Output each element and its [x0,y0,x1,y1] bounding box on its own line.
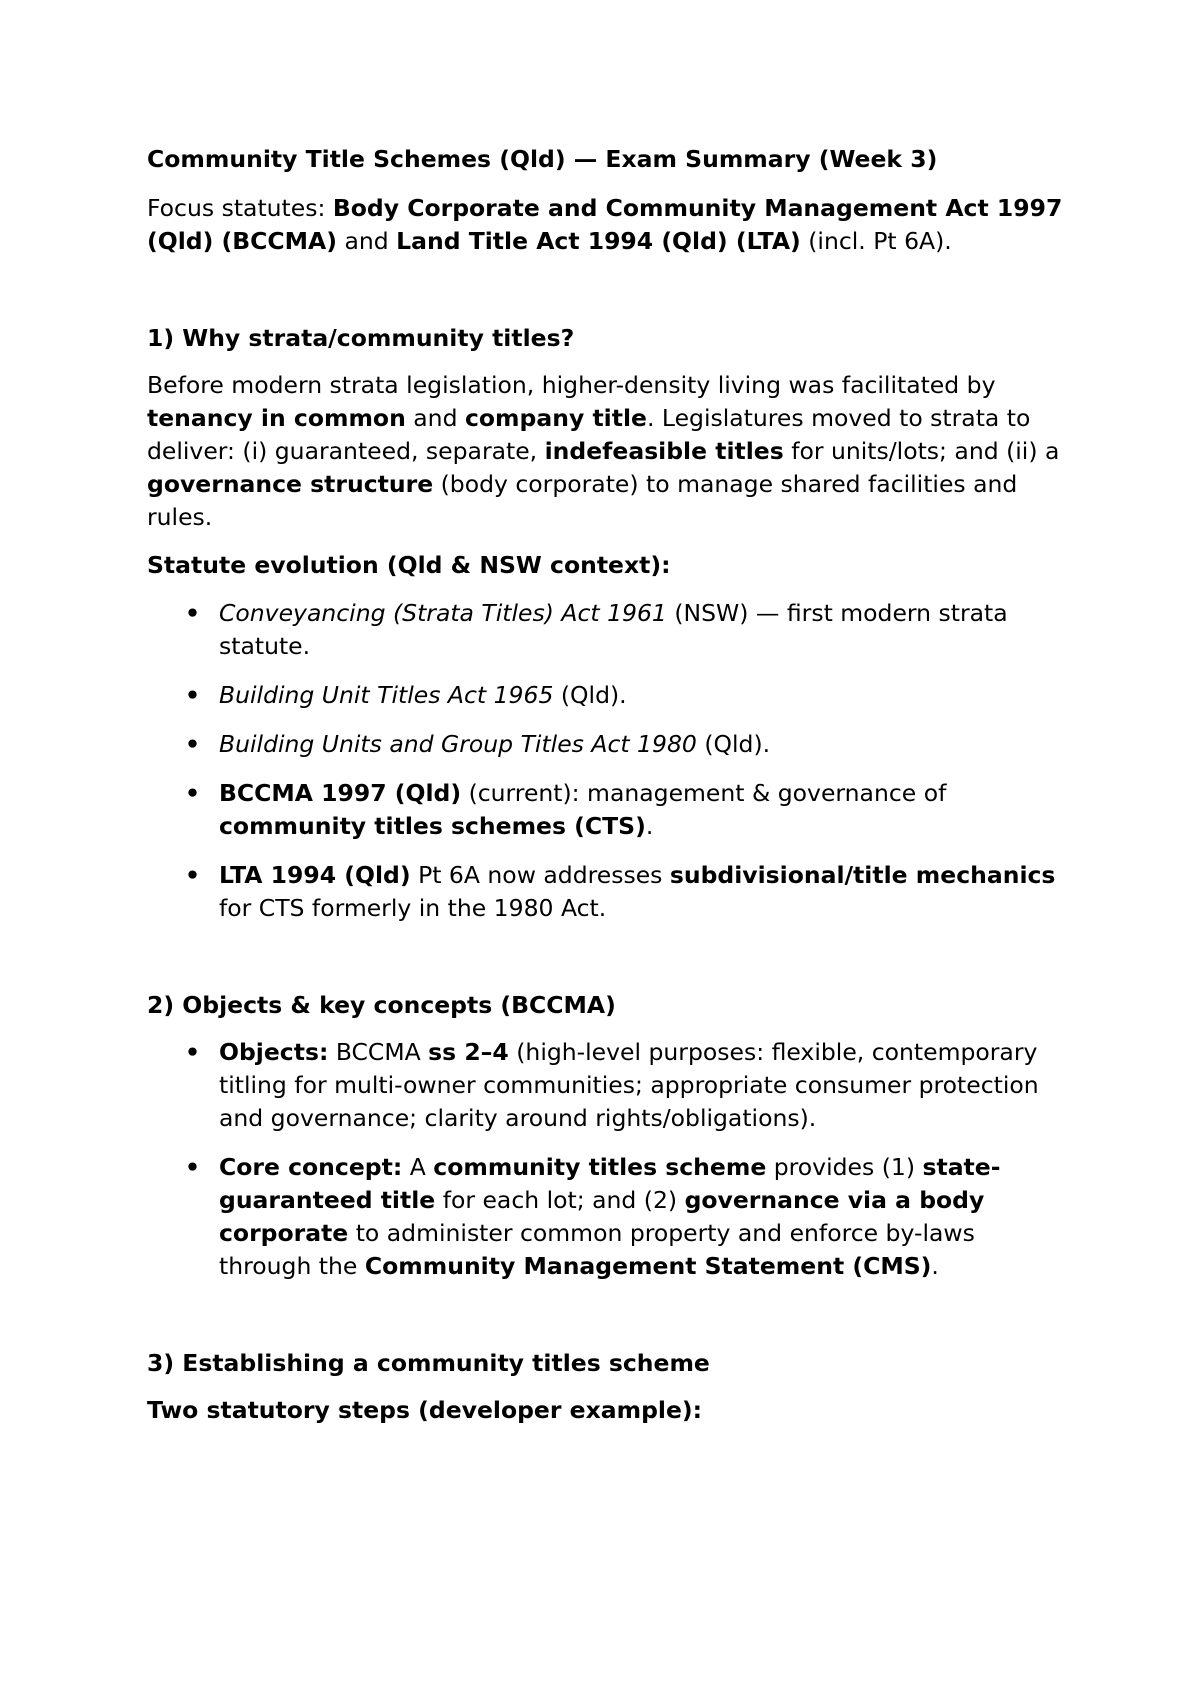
list-item-text: . [645,812,654,840]
list-item-text: A [402,1153,434,1181]
para-text: . Legislatures moved to strata to deliver: (i) guaranteed, separate, [147,404,1031,465]
para-bold-term: company title [464,404,647,432]
section-3-heading-text: 3) Establishing a community titles scheme [147,1349,710,1377]
list-item-bold: BCCMA 1997 (Qld) [219,779,462,807]
focus-statutes [147,192,1067,258]
list-item-bold: Community Management Statement (CMS) [364,1252,932,1280]
list-item-text: (NSW) — first modern strata statute. [219,599,1008,660]
document-title [147,143,1067,176]
list-item-bold: community titles schemes (CTS) [219,812,646,840]
two-steps-subheading-text: Two statutory steps (developer example): [147,1396,703,1424]
list-item [147,679,1067,712]
section-1-paragraph [147,369,1067,534]
para-bold-term: indefeasible titles [544,437,784,465]
list-item-bold: state-guaranteed title [219,1153,1001,1214]
bullet-icon: • [185,1153,201,1181]
para-bold-term: tenancy in common [147,404,406,432]
para-text: Before modern strata legislation, higher-density living was facilitated by [147,371,996,399]
list-item-bold: subdivisional/title mechanics [669,861,1056,889]
list-item-text: Pt 6A now addresses [410,861,670,889]
statute-evolution-list [147,597,1067,925]
list-item [147,1151,1067,1283]
list-item [147,728,1067,761]
bullet-icon: • [185,1038,201,1066]
section-spacer [147,941,1067,989]
list-item [147,777,1067,843]
statute-name: Building Units and Group Titles Act 1980 [219,730,697,758]
list-item-bold: LTA 1994 (Qld) [219,861,411,889]
list-item-label: Objects: [219,1038,329,1066]
bullet-icon: • [185,861,201,889]
para-text: (body corporate) to manage shared facilities and rules. [147,470,1018,531]
list-item-text: for each lot; and (2) [435,1186,685,1214]
list-item-text: (high-level purposes: flexible, contemporary titling for multi-owner communities; appropriate consumer protection and governance; clarity around rights/obligations). [219,1038,1039,1132]
document-page [147,143,1067,1442]
para-text: and [405,404,465,432]
section-1-heading [147,322,1067,355]
section-2-heading [147,989,1067,1022]
statute-name: Conveyancing (Strata Titles) Act 1961 [219,599,667,627]
list-item [147,597,1067,663]
statute-evolution-subheading [147,549,1067,582]
list-item-text: (Qld). [553,681,627,709]
two-steps-subheading [147,1394,1067,1427]
section-2-heading-text: 2) Objects & key concepts (BCCMA) [147,991,616,1019]
section-1-heading-text: 1) Why strata/community titles? [147,324,575,352]
list-item-bold: governance via a body corporate [219,1186,985,1247]
list-item-text: (current): management & governance of [461,779,947,807]
list-item-bold: community titles scheme [433,1153,767,1181]
bullet-icon: • [185,730,201,758]
list-item-text: . [931,1252,939,1280]
bullet-icon: • [185,599,201,627]
para-bold-term: governance structure [147,470,434,498]
list-item-bold: ss 2–4 [428,1038,509,1066]
para-text: for units/lots; and (ii) a [783,437,1060,465]
focus-and: and [336,227,397,255]
focus-prefix: Focus statutes: [147,194,333,222]
bullet-icon: • [185,779,201,807]
document-title-text: Community Title Schemes (Qld) — Exam Summary (Week 3) [147,145,938,173]
focus-suffix: (incl. Pt 6A). [800,227,952,255]
objects-concepts-list [147,1036,1067,1283]
list-item-text: (Qld). [696,730,771,758]
section-spacer [147,1299,1067,1347]
statute-name: Building Unit Titles Act 1965 [219,681,554,709]
list-item-text: BCCMA [328,1038,429,1066]
statute-evolution-subheading-text: Statute evolution (Qld & NSW context): [147,551,671,579]
list-item-label: Core concept: [219,1153,403,1181]
bullet-icon: • [185,681,201,709]
focus-act-bccma: Body Corporate and Community Management Act 1997 (Qld) (BCCMA) [147,194,1063,255]
list-item-text: provides (1) [766,1153,923,1181]
list-item [147,859,1067,925]
focus-act-lta: Land Title Act 1994 (Qld) (LTA) [396,227,801,255]
list-item [147,1036,1067,1135]
section-3-heading [147,1347,1067,1380]
list-item-text: for CTS formerly in the 1980 Act. [219,894,607,922]
list-item-text: to administer common property and enforce by-laws through the [219,1219,975,1280]
